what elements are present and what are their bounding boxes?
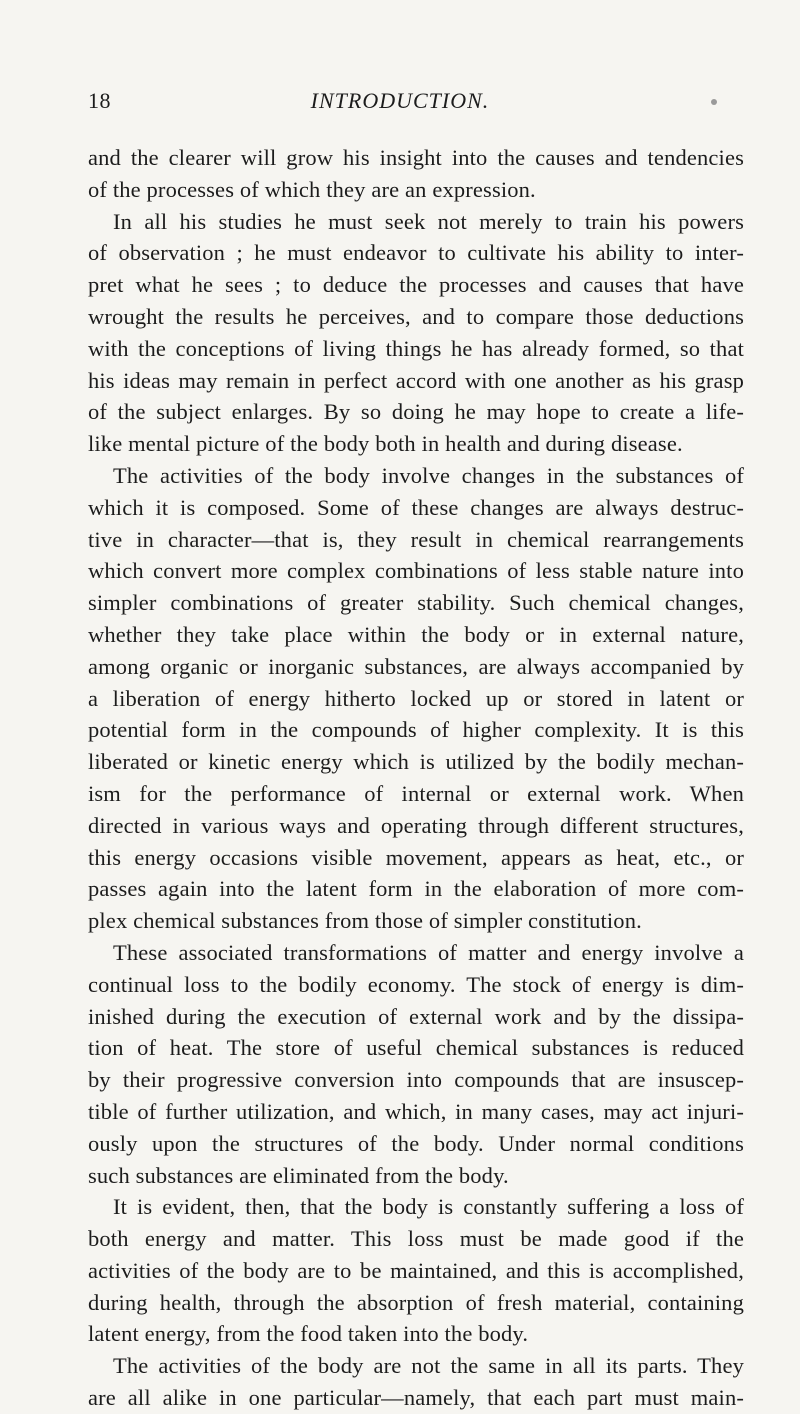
text-line: this energy occasions visible movement, appears as heat, etc., or [88, 844, 744, 870]
body-text [88, 142, 744, 1414]
text-line: which convert more complex combinations of less stable nature into [88, 558, 744, 584]
text-line: It is evident, then, that the body is constantly suffering a loss of [113, 1194, 744, 1220]
text-line: both energy and matter. This loss must be made good if the [88, 1226, 744, 1252]
text-line: tible of further utilization, and which, in many cases, may act injuri- [88, 1098, 744, 1124]
text-line: and the clearer will grow his insight into the causes and tendencies [88, 145, 744, 170]
text-line: latent energy, from the food taken into the body. [88, 1321, 529, 1347]
text-line: like mental picture of the body both in health and during disease. [88, 431, 683, 457]
text-line: of observation ; he must endeavor to cultivate his ability to inter- [88, 240, 744, 266]
text-line: are all alike in one particular—namely, that each part must main- [88, 1385, 744, 1411]
text-line: of the subject enlarges. By so doing he may hope to create a life- [88, 399, 744, 425]
text-line: inished during the execution of external work and by the dissipa- [88, 1003, 744, 1029]
running-head: INTRODUCTION. [310, 88, 490, 113]
text-line: potential form in the compounds of higher complexity. It is this [88, 717, 744, 743]
text-line: a liberation of energy hitherto locked up or stored in latent or [88, 685, 744, 711]
text-line: continual loss to the bodily economy. The stock of energy is dim- [88, 971, 744, 997]
text-line: directed in various ways and operating through different structures, [88, 812, 744, 838]
text-line: whether they take place within the body or in external nature, [88, 621, 744, 647]
page-number: 18 [88, 88, 111, 113]
text-line: In all his studies he must seek not merely to train his powers [113, 208, 744, 234]
text-line: tion of heat. The store of useful chemical substances is reduced [88, 1035, 744, 1061]
text-line: which it is composed. Some of these changes are always destruc- [88, 494, 744, 520]
ink-spot [711, 99, 717, 105]
text-line: These associated transformations of matter and energy involve a [113, 939, 744, 965]
text-line: by their progressive conversion into compounds that are insuscep- [88, 1067, 744, 1093]
text-line: The activities of the body involve changes in the substances of [113, 462, 744, 488]
text-line: of the processes of which they are an expression. [88, 176, 536, 202]
text-line: plex chemical substances from those of simpler constitution. [88, 908, 642, 934]
text-line: passes again into the latent form in the elaboration of more com- [88, 876, 744, 902]
text-line: liberated or kinetic energy which is utilized by the bodily mechan- [88, 749, 744, 775]
text-line: with the conceptions of living things he has already formed, so that [88, 335, 744, 361]
text-line: his ideas may remain in perfect accord with one another as his grasp [88, 367, 744, 393]
text-line: such substances are eliminated from the body. [88, 1162, 509, 1188]
text-line: among organic or inorganic substances, are always accompanied by [88, 653, 744, 679]
text-line: activities of the body are to be maintained, and this is accomplished, [88, 1257, 744, 1283]
text-line: ously upon the structures of the body. Under normal conditions [88, 1130, 744, 1156]
text-line: wrought the results he perceives, and to compare those deductions [88, 303, 744, 329]
text-line: pret what he sees ; to deduce the processes and causes that have [88, 272, 744, 298]
text-line: tive in character—that is, they result in chemical rearrangements [88, 526, 744, 552]
page-header [0, 88, 800, 128]
text-line: The activities of the body are not the same in all its parts. They [113, 1353, 744, 1379]
text-line: during health, through the absorption of fresh material, containing [88, 1289, 744, 1315]
text-line: simpler combinations of greater stability. Such chemical changes, [88, 590, 744, 616]
text-line: ism for the performance of internal or external work. When [88, 780, 744, 806]
